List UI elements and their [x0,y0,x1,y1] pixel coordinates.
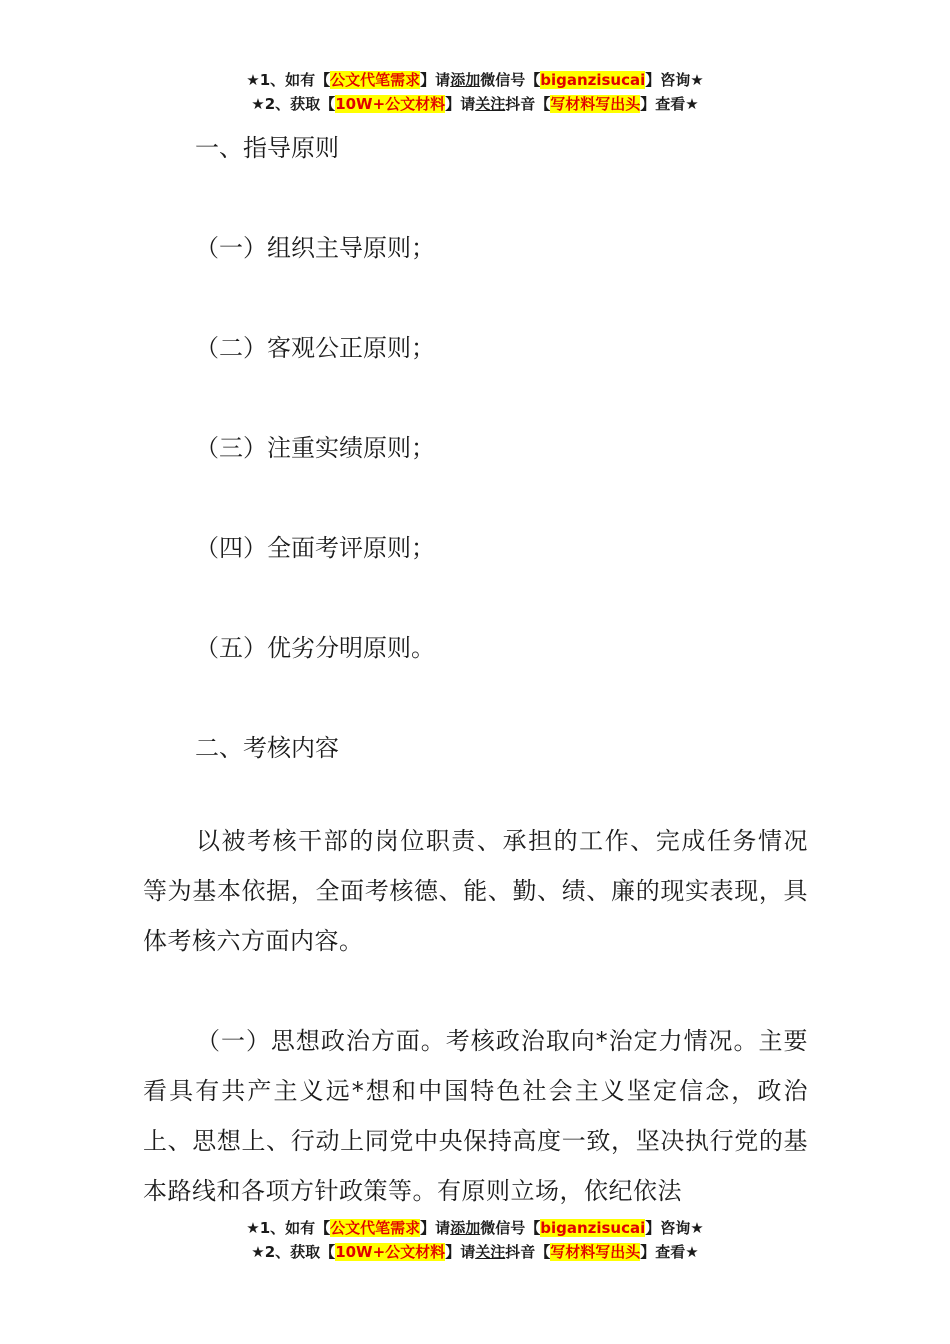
banner-text: 】查看★ [640,1243,699,1261]
principle-item: （一）组织主导原则； [195,234,435,262]
banner-underline: 添加 [450,1219,481,1237]
banner-highlight: biganzisucai [540,71,646,89]
banner-underline: 关注 [475,95,506,113]
body-paragraph: （一）思想政治方面。考核政治取向*治定力情况。主要看具有共产主义远*想和中国特色社会主义坚定信念，政治上、思想上、行动上同党中央保持高度一致，坚决执行党的基本路线和各项方针政策等。有原则立场，依纪依法 [143,1027,808,1205]
principle-item: （四）全面考评原则； [195,534,435,562]
section-heading-1: 一、指导原则 [195,134,339,162]
banner-text: ★2、获取【 [251,95,336,113]
banner-underline: 关注 [475,1243,506,1261]
body-paragraph: 以被考核干部的岗位职责、承担的工作、完成任务情况等为基本依据，全面考核德、能、勤、绩、廉的现实表现，具体考核六方面内容。 [143,827,808,955]
banner-highlight: 10W+公文材料 [335,1243,446,1261]
banner-highlight: 公文代笔需求 [330,71,421,89]
banner-text: 】咨询★ [645,1219,704,1237]
banner-text: 】请 [420,71,451,89]
banner-text: 抖音【 [505,95,551,113]
banner-text: 】查看★ [640,95,699,113]
banner-text: ★1、如有【 [246,1219,331,1237]
header-banner [0,68,950,116]
section-heading-2: 二、考核内容 [195,734,339,762]
banner-highlight: 公文代笔需求 [330,1219,421,1237]
banner-text: ★1、如有【 [246,71,331,89]
principle-item: （五）优劣分明原则。 [195,634,435,662]
banner-underline: 添加 [450,71,481,89]
principle-item: （二）客观公正原则； [195,334,435,362]
banner-text: 】请 [420,1219,451,1237]
banner-text: 】咨询★ [645,71,704,89]
banner-text: 微信号【 [480,1219,541,1237]
banner-highlight: 写材料写出头 [550,95,641,113]
banner-highlight: 10W+公文材料 [335,95,446,113]
banner-highlight: 写材料写出头 [550,1243,641,1261]
footer-banner [0,1216,950,1264]
banner-line-1 [0,68,950,92]
banner-text: 微信号【 [480,71,541,89]
banner-text: 】请 [445,95,476,113]
banner-highlight: biganzisucai [540,1219,646,1237]
banner-line-1 [0,1216,950,1240]
banner-text: 】请 [445,1243,476,1261]
banner-line-2 [0,1240,950,1264]
banner-line-2 [0,92,950,116]
banner-text: 抖音【 [505,1243,551,1261]
banner-text: ★2、获取【 [251,1243,336,1261]
principle-item: （三）注重实绩原则； [195,434,435,462]
